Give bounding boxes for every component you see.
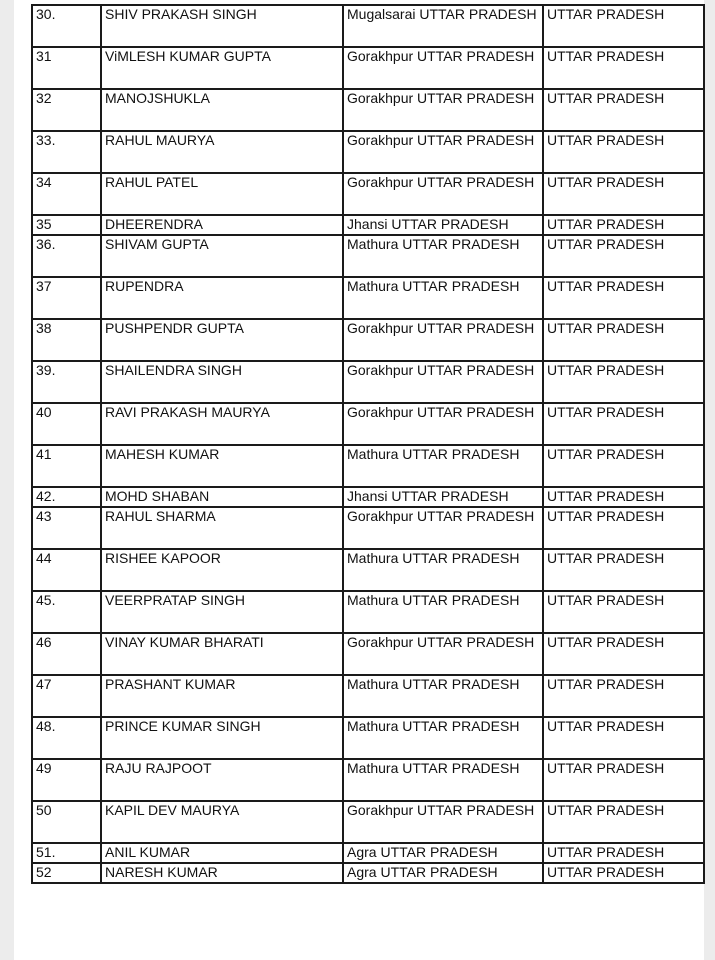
state-cell: UTTAR PRADESH <box>543 47 704 89</box>
location-cell: Gorakhpur UTTAR PRADESH <box>343 131 543 173</box>
serial-number-cell: 51. <box>32 843 101 863</box>
location-cell: Gorakhpur UTTAR PRADESH <box>343 173 543 215</box>
table-row <box>32 173 704 215</box>
location-cell: Gorakhpur UTTAR PRADESH <box>343 633 543 675</box>
state-cell: UTTAR PRADESH <box>543 319 704 361</box>
state-cell: UTTAR PRADESH <box>543 487 704 507</box>
location-cell: Mathura UTTAR PRADESH <box>343 445 543 487</box>
state-cell: UTTAR PRADESH <box>543 215 704 235</box>
state-cell: UTTAR PRADESH <box>543 361 704 403</box>
name-cell: RAHUL PATEL <box>101 173 343 215</box>
location-cell: Mathura UTTAR PRADESH <box>343 235 543 277</box>
name-cell: NARESH KUMAR <box>101 863 343 883</box>
serial-number-cell: 37 <box>32 277 101 319</box>
location-cell: Gorakhpur UTTAR PRADESH <box>343 403 543 445</box>
table-row <box>32 549 704 591</box>
state-cell: UTTAR PRADESH <box>543 403 704 445</box>
name-cell: VINAY KUMAR BHARATI <box>101 633 343 675</box>
location-cell: Mathura UTTAR PRADESH <box>343 591 543 633</box>
table-row <box>32 215 704 235</box>
table-row <box>32 633 704 675</box>
table-row <box>32 5 704 47</box>
state-cell: UTTAR PRADESH <box>543 507 704 549</box>
state-cell: UTTAR PRADESH <box>543 863 704 883</box>
table-row <box>32 319 704 361</box>
table-row <box>32 863 704 883</box>
state-cell: UTTAR PRADESH <box>543 843 704 863</box>
state-cell: UTTAR PRADESH <box>543 89 704 131</box>
serial-number-cell: 31 <box>32 47 101 89</box>
serial-number-cell: 38 <box>32 319 101 361</box>
serial-number-cell: 36. <box>32 235 101 277</box>
name-cell: RAVI PRAKASH MAURYA <box>101 403 343 445</box>
location-cell: Mathura UTTAR PRADESH <box>343 759 543 801</box>
serial-number-cell: 42. <box>32 487 101 507</box>
table-row <box>32 361 704 403</box>
participant-table <box>31 4 705 884</box>
serial-number-cell: 50 <box>32 801 101 843</box>
state-cell: UTTAR PRADESH <box>543 235 704 277</box>
serial-number-cell: 52 <box>32 863 101 883</box>
serial-number-cell: 39. <box>32 361 101 403</box>
name-cell: RAJU RAJPOOT <box>101 759 343 801</box>
location-cell: Mathura UTTAR PRADESH <box>343 277 543 319</box>
location-cell: Jhansi UTTAR PRADESH <box>343 487 543 507</box>
name-cell: PUSHPENDR GUPTA <box>101 319 343 361</box>
name-cell: RAHUL MAURYA <box>101 131 343 173</box>
state-cell: UTTAR PRADESH <box>543 277 704 319</box>
serial-number-cell: 47 <box>32 675 101 717</box>
state-cell: UTTAR PRADESH <box>543 675 704 717</box>
location-cell: Mugalsarai UTTAR PRADESH <box>343 5 543 47</box>
table-row <box>32 131 704 173</box>
name-cell: MAHESH KUMAR <box>101 445 343 487</box>
location-cell: Gorakhpur UTTAR PRADESH <box>343 47 543 89</box>
name-cell: SHIVAM GUPTA <box>101 235 343 277</box>
name-cell: DHEERENDRA <box>101 215 343 235</box>
table-row <box>32 843 704 863</box>
location-cell: Agra UTTAR PRADESH <box>343 843 543 863</box>
state-cell: UTTAR PRADESH <box>543 717 704 759</box>
name-cell: RUPENDRA <box>101 277 343 319</box>
table-row <box>32 277 704 319</box>
location-cell: Jhansi UTTAR PRADESH <box>343 215 543 235</box>
serial-number-cell: 40 <box>32 403 101 445</box>
table-row <box>32 717 704 759</box>
location-cell: Gorakhpur UTTAR PRADESH <box>343 361 543 403</box>
location-cell: Gorakhpur UTTAR PRADESH <box>343 319 543 361</box>
state-cell: UTTAR PRADESH <box>543 801 704 843</box>
name-cell: MANOJSHUKLA <box>101 89 343 131</box>
state-cell: UTTAR PRADESH <box>543 131 704 173</box>
serial-number-cell: 45. <box>32 591 101 633</box>
name-cell: PRINCE KUMAR SINGH <box>101 717 343 759</box>
table-row <box>32 507 704 549</box>
state-cell: UTTAR PRADESH <box>543 5 704 47</box>
table-row <box>32 47 704 89</box>
table-row <box>32 801 704 843</box>
name-cell: ViMLESH KUMAR GUPTA <box>101 47 343 89</box>
table-row <box>32 759 704 801</box>
serial-number-cell: 30. <box>32 5 101 47</box>
location-cell: Mathura UTTAR PRADESH <box>343 549 543 591</box>
location-cell: Gorakhpur UTTAR PRADESH <box>343 507 543 549</box>
state-cell: UTTAR PRADESH <box>543 445 704 487</box>
serial-number-cell: 33. <box>32 131 101 173</box>
serial-number-cell: 49 <box>32 759 101 801</box>
table-row <box>32 235 704 277</box>
table-row <box>32 89 704 131</box>
name-cell: RAHUL SHARMA <box>101 507 343 549</box>
table-row <box>32 403 704 445</box>
state-cell: UTTAR PRADESH <box>543 633 704 675</box>
location-cell: Agra UTTAR PRADESH <box>343 863 543 883</box>
location-cell: Gorakhpur UTTAR PRADESH <box>343 801 543 843</box>
name-cell: SHIV PRAKASH SINGH <box>101 5 343 47</box>
name-cell: VEERPRATAP SINGH <box>101 591 343 633</box>
serial-number-cell: 32 <box>32 89 101 131</box>
state-cell: UTTAR PRADESH <box>543 591 704 633</box>
location-cell: Gorakhpur UTTAR PRADESH <box>343 89 543 131</box>
serial-number-cell: 44 <box>32 549 101 591</box>
serial-number-cell: 46 <box>32 633 101 675</box>
name-cell: KAPIL DEV MAURYA <box>101 801 343 843</box>
state-cell: UTTAR PRADESH <box>543 549 704 591</box>
name-cell: RISHEE KAPOOR <box>101 549 343 591</box>
serial-number-cell: 34 <box>32 173 101 215</box>
table-row <box>32 445 704 487</box>
name-cell: ANIL KUMAR <box>101 843 343 863</box>
name-cell: PRASHANT KUMAR <box>101 675 343 717</box>
state-cell: UTTAR PRADESH <box>543 173 704 215</box>
name-cell: MOHD SHABAN <box>101 487 343 507</box>
table-row <box>32 487 704 507</box>
serial-number-cell: 35 <box>32 215 101 235</box>
table-row <box>32 591 704 633</box>
name-cell: SHAILENDRA SINGH <box>101 361 343 403</box>
state-cell: UTTAR PRADESH <box>543 759 704 801</box>
table-row <box>32 675 704 717</box>
location-cell: Mathura UTTAR PRADESH <box>343 675 543 717</box>
serial-number-cell: 43 <box>32 507 101 549</box>
document-page <box>14 0 704 960</box>
serial-number-cell: 41 <box>32 445 101 487</box>
serial-number-cell: 48. <box>32 717 101 759</box>
location-cell: Mathura UTTAR PRADESH <box>343 717 543 759</box>
